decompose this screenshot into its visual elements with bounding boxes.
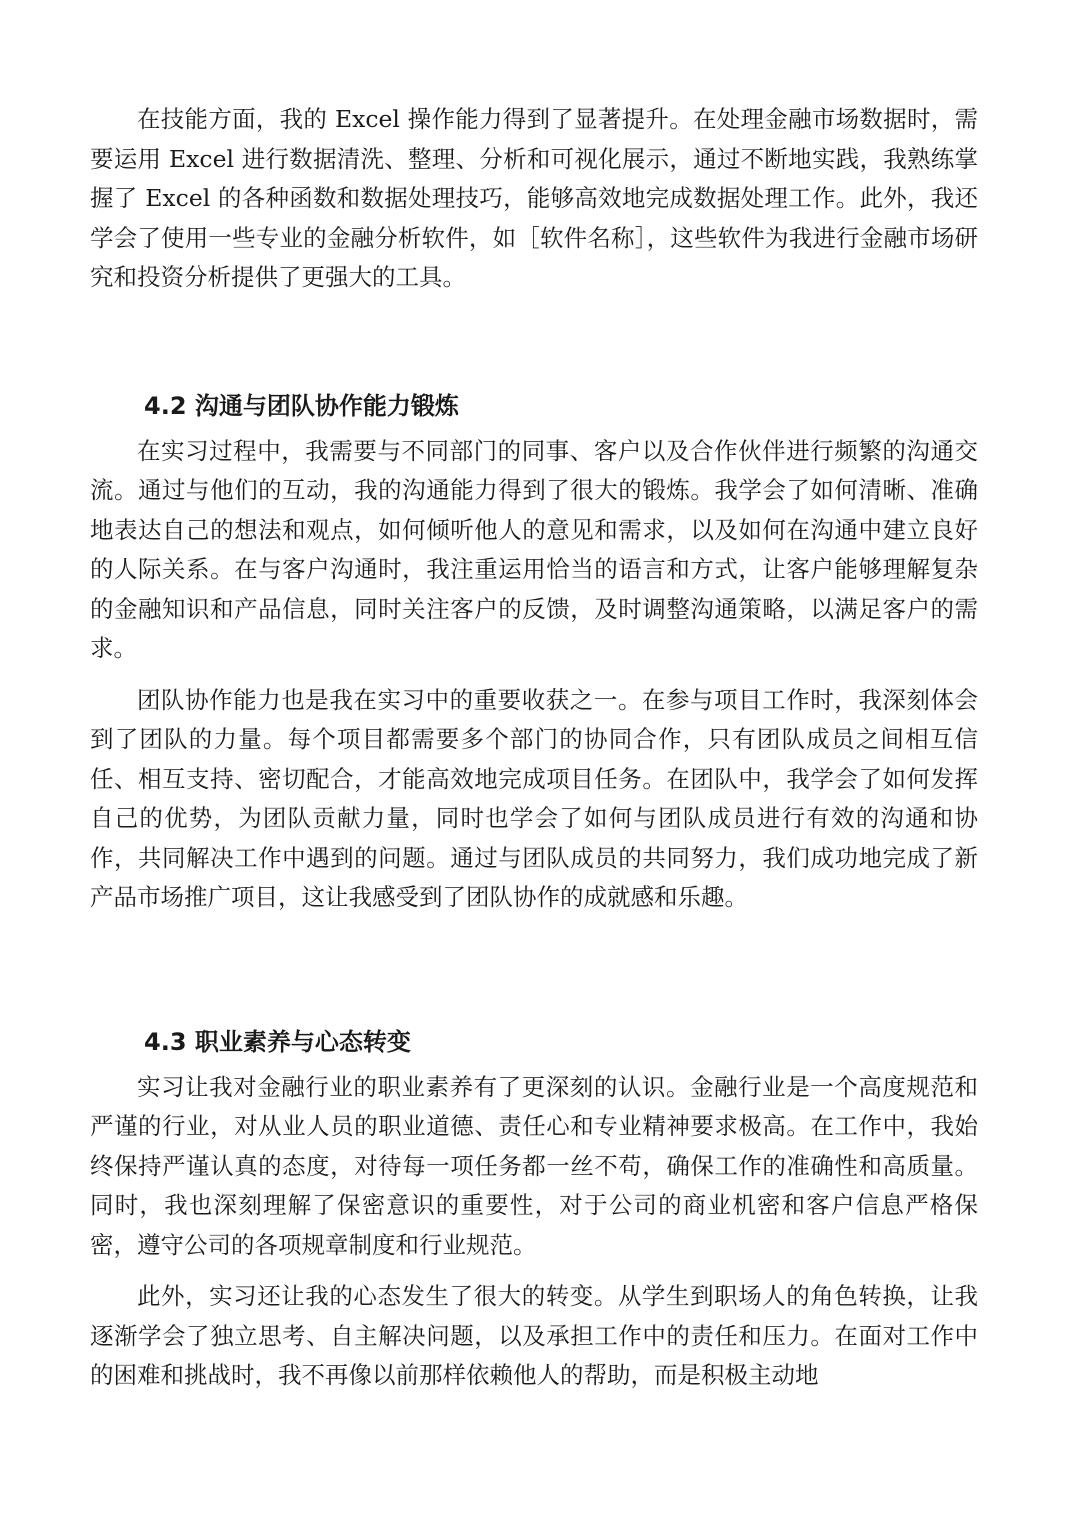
paragraph-mindset: 此外，实习还让我的心态发生了很大的转变。从学生到职场人的角色转换，让我逐渐学会了独立思考、自主解决问题，以及承担工作中的责任和压力。在面对工作中的困难和挑战时，我不再像以前那样依赖他人的帮助，而是积极主动地 xyxy=(90,1282,978,1389)
paragraph-communication: 在实习过程中，我需要与不同部门的同事、客户以及合作伙伴进行频繁的沟通交流。通过与他们的互动，我的沟通能力得到了很大的锻炼。我学会了如何清晰、准确地表达自己的想法和观点，如何倾听他人的意见和需求，以及如何在沟通中建立良好的人际关系。在与客户沟通时，我注重运用恰当的语言和方式，让客户能够理解复杂的金融知识和产品信息，同时关注客户的反馈，及时调整沟通策略，以满足客户的需求。 xyxy=(90,436,978,662)
paragraph-teamwork: 团队协作能力也是我在实习中的重要收获之一。在参与项目工作时，我深刻体会到了团队的力量。每个项目都需要多个部门的协同合作，只有团队成员之间相互信任、相互支持、密切配合，才能高效地完成项目任务。在团队中，我学会了如何发挥自己的优势，为团队贡献力量，同时也学会了如何与团队成员进行有效的沟通和协作，共同解决工作中遇到的问题。通过与团队成员的共同努力，我们成功地完成了新产品市场推广项目，这让我感受到了团队协作的成就感和乐趣。 xyxy=(90,685,978,911)
paragraph-professionalism: 实习让我对金融行业的职业素养有了更深刻的认识。金融行业是一个高度规范和严谨的行业，对从业人员的职业道德、责任心和专业精神要求极高。在工作中，我始终保持严谨认真的态度，对待每一项任务都一丝不苟，确保工作的准确性和高质量。同时，我也深刻理解了保密意识的重要性，对于公司的商业机密和客户信息严格保密，遵守公司的各项规章制度和行业规范。 xyxy=(90,1072,978,1259)
section-heading-4-3: 4.3 职业素养与心态转变 xyxy=(144,1027,411,1056)
paragraph-skills: 在技能方面，我的 Excel 操作能力得到了显著提升。在处理金融市场数据时，需要运用 Excel 进行数据清洗、整理、分析和可视化展示，通过不断地实践，我熟练掌握了 Excel 的各种函数和数据处理技巧，能够高效地完成数据处理工作。此外，我还学会了使用一些专业的金融分析软件，如［软件名称］，这些软件为我进行金融市场研究和投资分析提供了更强大的工具。 xyxy=(90,105,978,291)
section-heading-4-2: 4.2 沟通与团队协作能力锻炼 xyxy=(144,391,459,420)
